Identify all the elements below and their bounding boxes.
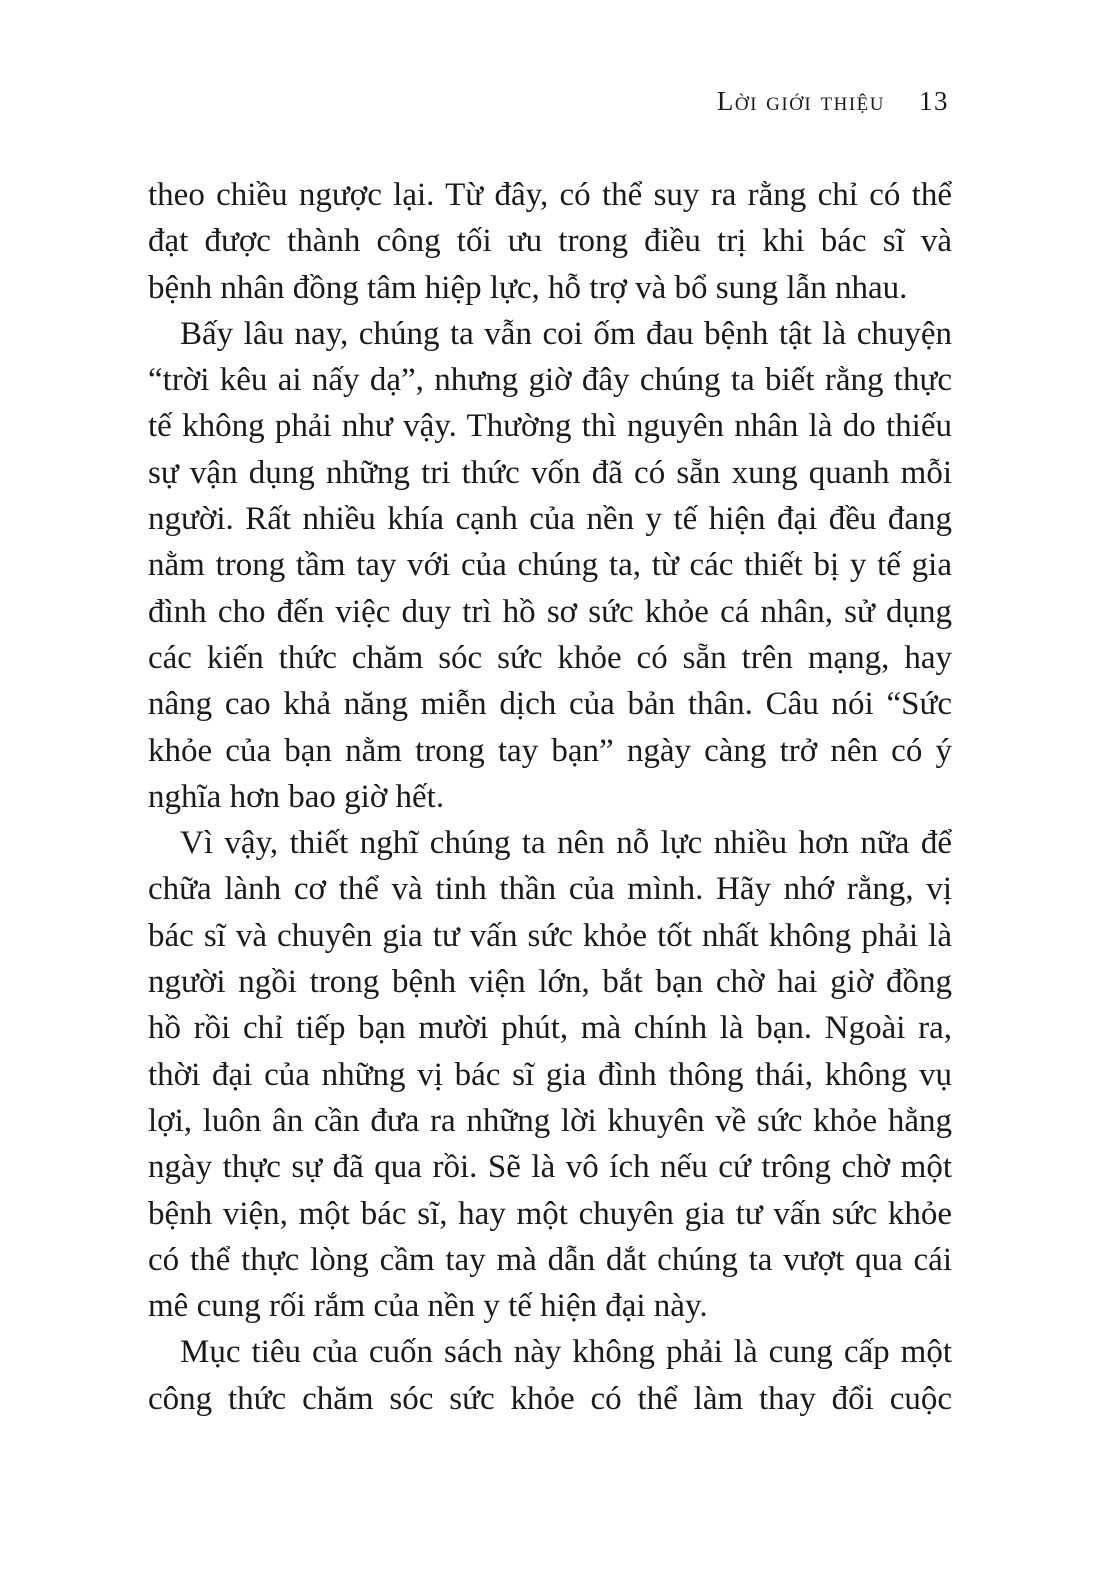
text-line: đình cho đến việc duy trì hồ sơ sức khỏe cá nhân, sử dụng [148,593,952,630]
text-line: hồ rồi chỉ tiếp bạn mười phút, mà chính là bạn. Ngoài ra, [148,1010,952,1047]
text-line: người. Rất nhiều khía cạnh của nền y tế hiện đại đều đang [148,501,952,538]
paragraph [148,1329,952,1422]
text-line: theo chiều ngược lại. Từ đây, có thể suy ra rằng chỉ có thể [148,177,952,213]
chapter-title: Lời giới thiệu [716,86,885,116]
text-line: bác sĩ và chuyên gia tư vấn sức khỏe tốt nhất không phải là [148,917,952,954]
text-line: bệnh viện, một bác sĩ, hay một chuyên gia tư vấn sức khỏe [148,1195,952,1232]
text-line: nằm trong tầm tay với của chúng ta, từ các thiết bị y tế gia [148,547,952,584]
text-line: Vì vậy, thiết nghĩ chúng ta nên nỗ lực nhiều hơn nữa để [180,825,952,862]
text-line: tế không phải như vậy. Thường thì nguyên nhân là do thiếu [148,408,952,445]
text-line: đạt được thành công tối ưu trong điều trị khi bác sĩ và [148,223,952,260]
body-text [148,172,952,1422]
text-line: sự vận dụng những tri thức vốn đã có sẵn xung quanh mỗi [148,454,952,491]
text-line: người ngồi trong bệnh viện lớn, bắt bạn chờ hai giờ đồng [148,964,952,1001]
paragraph [148,311,952,820]
page-number: 13 [919,86,949,116]
text-line: công thức chăm sóc sức khỏe có thể làm thay đổi cuộc [148,1380,952,1417]
paragraph [148,172,952,311]
text-line: mê cung rối rắm của nền y tế hiện đại này. [148,1288,708,1325]
text-line: chữa lành cơ thể và tinh thần của mình. Hãy nhớ rằng, vị [148,871,952,908]
text-line: Mục tiêu của cuốn sách này không phải là cung cấp một [180,1334,952,1371]
text-line: ngày thực sự đã qua rồi. Sẽ là vô ích nếu cứ trông chờ một [148,1149,952,1186]
running-header [717,86,949,117]
paragraph [148,820,952,1329]
text-line: thời đại của những vị bác sĩ gia đình thông thái, không vụ [148,1056,952,1093]
text-line: các kiến thức chăm sóc sức khỏe có sẵn trên mạng, hay [148,639,952,676]
text-line: nghĩa hơn bao giờ hết. [148,778,445,815]
text-line: Bấy lâu nay, chúng ta vẫn coi ốm đau bệnh tật là chuyện [180,315,952,352]
text-line: bệnh nhân đồng tâm hiệp lực, hỗ trợ và bổ sung lẫn nhau. [148,269,908,306]
text-line: khỏe của bạn nằm trong tay bạn” ngày càng trở nên có ý [148,732,952,769]
text-line: “trời kêu ai nấy dạ”, nhưng giờ đây chúng ta biết rằng thực [148,362,952,399]
text-line: có thể thực lòng cầm tay mà dẫn dắt chúng ta vượt qua cái [148,1241,952,1278]
text-line: lợi, luôn ân cần đưa ra những lời khuyên về sức khỏe hằng [148,1102,952,1139]
text-line: nâng cao khả năng miễn dịch của bản thân. Câu nói “Sức [148,686,952,723]
